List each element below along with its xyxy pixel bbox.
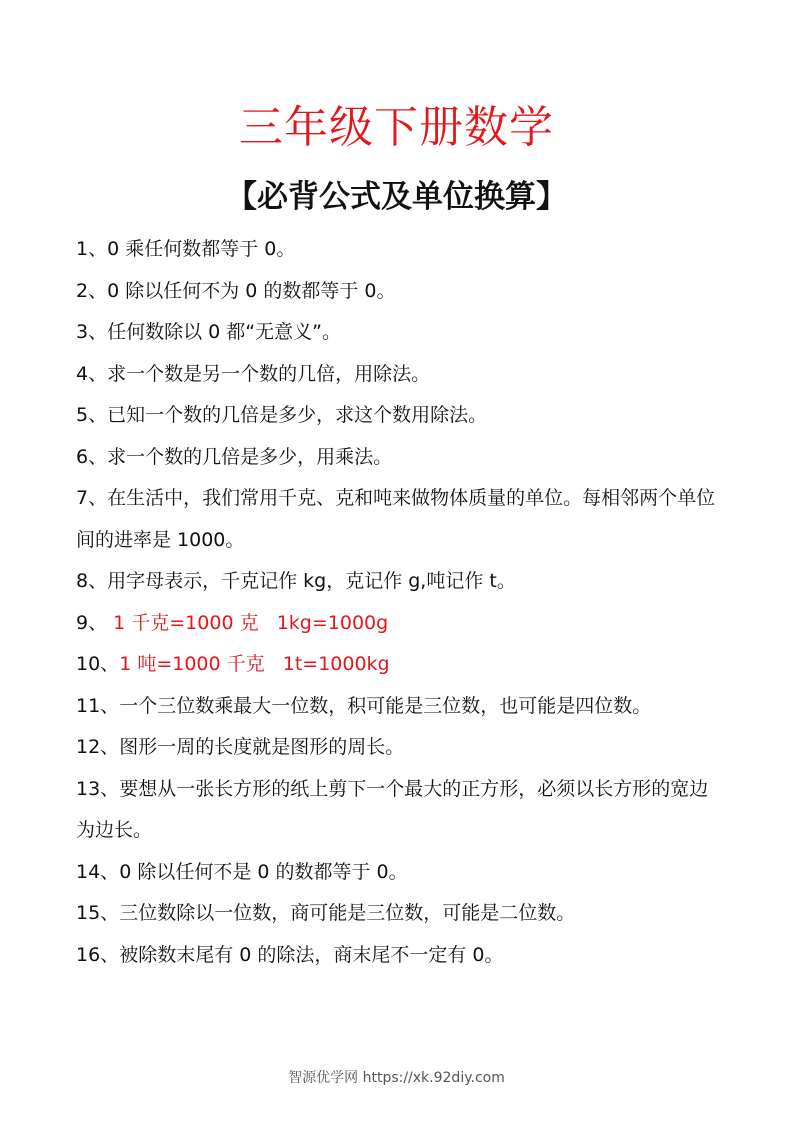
item-text: 0 乘任何数都等于 0。 [107, 238, 296, 260]
item-text: 要想从一张长方形的纸上剪下一个最大的正方形，必须以长方形的宽边为边长。 [76, 777, 709, 841]
item-text: 求一个数的几倍是多少，用乘法。 [107, 445, 393, 468]
list-item [76, 852, 726, 894]
item-number: 4、 [76, 362, 108, 385]
page-subtitle: 【必背公式及单位换算】 [226, 179, 567, 215]
footer-watermark: 智源优学网 https://xk.92diy.com [288, 1070, 505, 1086]
item-number: 1、 [76, 238, 108, 260]
page-title: 三年级下册数学 [239, 102, 554, 153]
item-number: 3、 [76, 321, 108, 343]
list-item [76, 893, 726, 935]
list-item [76, 395, 726, 437]
item-number: 11、 [76, 694, 120, 717]
item-number: 2、 [76, 279, 108, 302]
item-text-highlight: 1 吨=1000 千克 1t=1000kg [119, 653, 390, 675]
item-number: 9、 [76, 611, 108, 634]
item-number: 8、 [76, 570, 108, 592]
item-text: 一个三位数乘最大一位数，积可能是三位数，也可能是四位数。 [119, 694, 652, 717]
item-text: 0 除以任何不为 0 的数都等于 0。 [107, 279, 396, 302]
list-item [76, 561, 726, 603]
item-text: 三位数除以一位数，商可能是三位数，可能是二位数。 [119, 902, 576, 924]
item-number: 12、 [76, 736, 120, 758]
list-item-highlight [76, 603, 726, 645]
item-text: 图形一周的长度就是图形的周长。 [119, 736, 405, 758]
item-number: 5、 [76, 404, 108, 426]
list-item [76, 312, 726, 354]
item-text: 求一个数是另一个数的几倍，用除法。 [107, 362, 431, 385]
list-item [76, 686, 726, 728]
item-text-highlight: 1 千克=1000 克 1kg=1000g [107, 611, 389, 634]
list-item [76, 354, 726, 396]
list-item [76, 769, 726, 852]
list-item [76, 935, 726, 977]
item-text: 已知一个数的几倍是多少，求这个数用除法。 [107, 404, 488, 426]
item-number: 7、 [76, 487, 108, 509]
item-number: 15、 [76, 902, 120, 924]
list-item [76, 727, 726, 769]
list-item [76, 437, 726, 479]
item-number: 14、 [76, 860, 120, 883]
item-text: 任何数除以 0 都“无意义”。 [107, 321, 341, 343]
item-text: 在生活中，我们常用千克、克和吨来做物体质量的单位。每相邻两个单位间的进率是 1000。 [76, 487, 716, 551]
item-number: 16、 [76, 943, 120, 966]
list-item [76, 271, 726, 313]
item-number: 6、 [76, 445, 108, 468]
item-number: 10、 [76, 653, 120, 675]
list-item [76, 478, 726, 561]
item-number: 13、 [76, 777, 120, 800]
item-text: 用字母表示，千克记作 kg，克记作 g,吨记作 t。 [107, 570, 516, 592]
item-text: 被除数末尾有 0 的除法，商末尾不一定有 0。 [119, 943, 504, 966]
list-item [76, 229, 726, 271]
formula-list [76, 229, 726, 976]
list-item-highlight [76, 644, 726, 686]
item-text: 0 除以任何不是 0 的数都等于 0。 [119, 860, 408, 883]
